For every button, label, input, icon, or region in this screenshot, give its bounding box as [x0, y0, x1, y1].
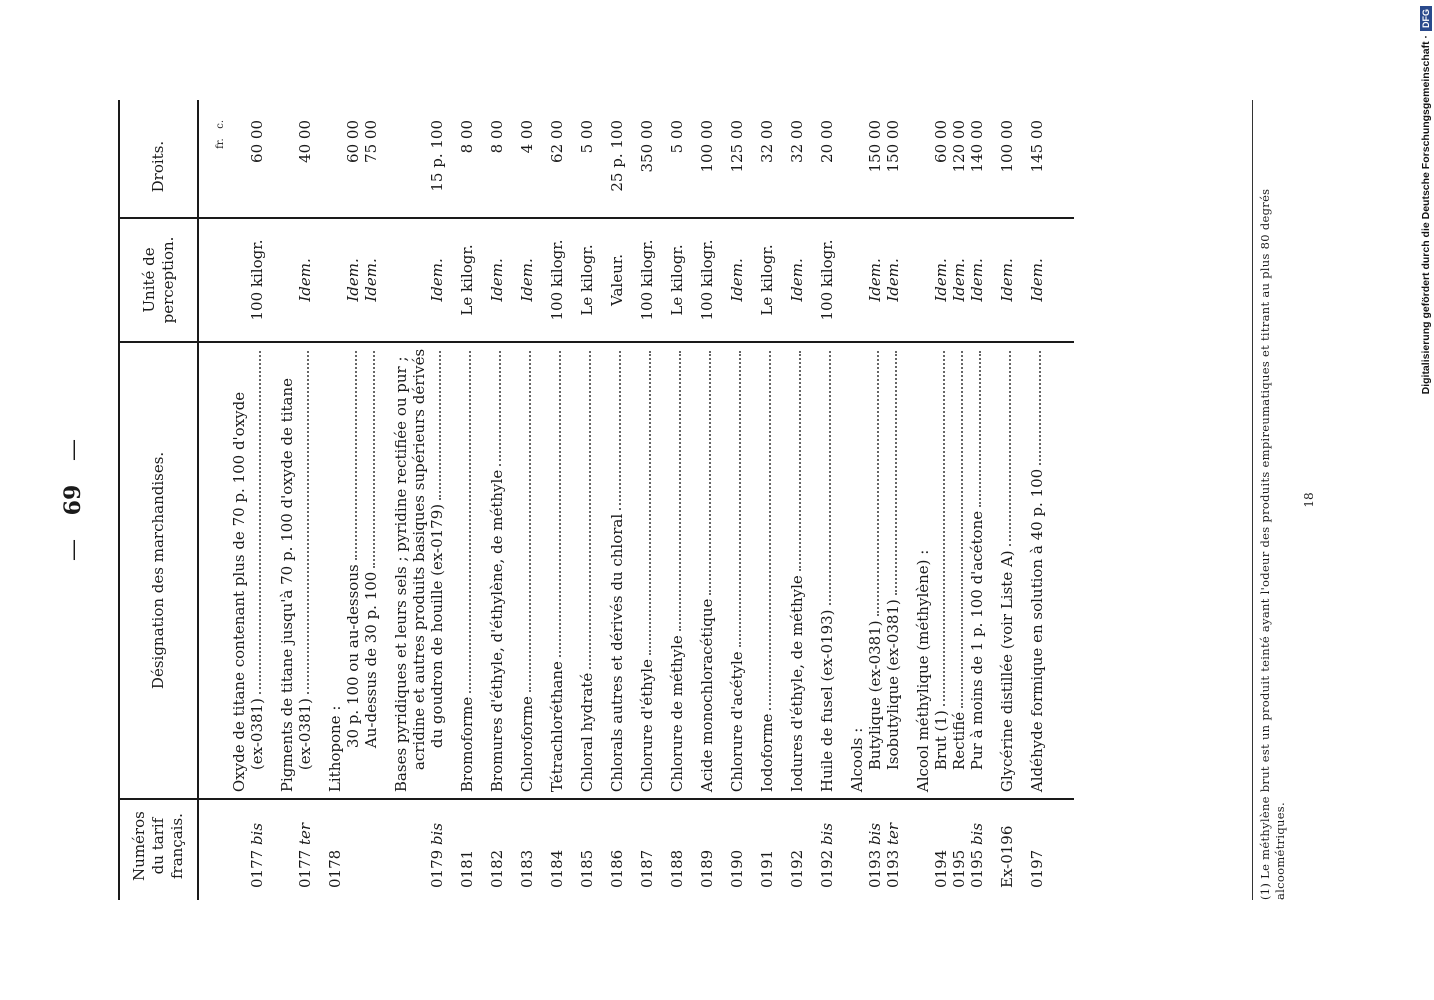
tariff-number: 0192	[788, 849, 806, 888]
designation-text: Chlorure de méthyle	[668, 635, 686, 793]
dot-leader	[499, 351, 501, 466]
dot-leader	[259, 351, 261, 694]
dot-leader	[355, 351, 357, 561]
designation-cell	[230, 342, 266, 799]
dot-leader	[469, 351, 471, 693]
designation-text: Pur à moins de 1 p. 100 d'acétone	[968, 510, 986, 771]
designation-cell	[950, 342, 968, 799]
designation-text: Glycérine distillée (voir Liste A)	[998, 550, 1016, 793]
designation-cell	[488, 342, 506, 799]
dfg-logo: DFG	[1420, 6, 1432, 31]
unit-cell: Idem.	[728, 218, 746, 342]
dot-leader	[1039, 351, 1041, 465]
dot-leader	[895, 351, 897, 595]
footnote: (1) Le méthylène brut est un produit teinté ayant l'odeur des produits empireumatiques et titrant au plus 80 degrés alcoométriques.	[1258, 188, 1287, 900]
designation-text: 30 p. 100 ou au-dessous	[344, 564, 362, 749]
table-row	[230, 100, 266, 900]
dot-leader	[559, 351, 561, 657]
duty-cell: 5 00	[578, 100, 596, 218]
dot-leader	[829, 351, 831, 606]
unit-cell: Le kilogr.	[578, 218, 596, 342]
designation-text: acridine et autres produits basiques supérieurs dérivés	[410, 348, 428, 771]
tariff-number	[344, 799, 362, 900]
unit-cell: 100 kilogr.	[698, 218, 716, 342]
unit-cell: Idem.	[866, 218, 884, 342]
page-number: 69	[60, 484, 86, 516]
unit-cell: Idem.	[998, 218, 1016, 342]
table-row	[518, 100, 536, 900]
designation-cell	[638, 342, 656, 799]
page-number-dash-right: —	[61, 439, 86, 462]
designation-cell	[932, 342, 950, 799]
duty-cell: 25 p. 100	[608, 100, 626, 218]
designation-text: Iodoforme	[758, 713, 776, 793]
dot-leader	[961, 351, 963, 708]
tariff-number: 0187	[638, 849, 656, 888]
unit-fr: fr.	[215, 138, 226, 149]
dot-leader	[709, 351, 711, 595]
duty-cell: 8 00	[458, 100, 476, 218]
table-row	[392, 100, 446, 900]
table-row	[362, 100, 380, 900]
designation-cell	[728, 342, 746, 799]
tariff-number: 0183	[518, 849, 536, 888]
table-row	[638, 100, 656, 900]
unit-cell: Idem.	[968, 218, 986, 342]
duty-cell: 100 00	[998, 100, 1016, 218]
duty-cell: 145 00	[1028, 100, 1046, 218]
dot-leader	[307, 351, 309, 694]
tariff-number: 0177 bis	[248, 822, 266, 888]
designation-cell	[1028, 342, 1046, 799]
dot-leader	[739, 351, 741, 648]
unit-cell: Le kilogr.	[458, 218, 476, 342]
tariff-number	[362, 799, 380, 900]
table-row	[728, 100, 746, 900]
table-row	[1028, 100, 1046, 900]
designation-text: Isobutylique (ex-0381)	[884, 599, 902, 771]
table-row	[914, 100, 932, 900]
designation-cell	[998, 342, 1016, 799]
designation-text: (ex-0381)	[296, 698, 314, 771]
duty-cell: 20 00	[818, 100, 836, 218]
dot-leader	[649, 351, 651, 655]
dot-leader	[877, 351, 879, 617]
designation-cell	[392, 342, 446, 799]
duty-cell: 4 00	[518, 100, 536, 218]
unit-cell: 100 kilogr.	[638, 218, 656, 342]
tariff-number: 0177 ter	[296, 822, 314, 888]
designation-text: (ex-0381)	[248, 698, 266, 771]
duty-cell	[848, 100, 866, 218]
table-row	[698, 100, 716, 900]
unit-cell: Idem.	[362, 218, 380, 342]
designation-text: Pigments de titane jusqu'à 70 p. 100 d'oxyde de titane	[278, 377, 296, 793]
designation-text: Au-dessus de 30 p. 100	[362, 571, 380, 749]
duty-cell: 120 00	[950, 100, 968, 218]
tariff-number: 0193 bis	[866, 822, 884, 888]
table-row	[548, 100, 566, 900]
table-row	[866, 100, 884, 900]
duty-cell: 140 00	[968, 100, 986, 218]
page-number-dash-left: —	[61, 538, 86, 561]
unit-cell: Idem.	[1028, 218, 1046, 342]
duty-cell: 60 00	[230, 100, 266, 218]
unit-cell: Idem.	[884, 218, 902, 342]
table-row	[668, 100, 686, 900]
digitization-credit	[1415, 6, 1434, 396]
dot-leader	[799, 351, 801, 571]
dot-leader	[679, 351, 681, 632]
table-row	[998, 100, 1016, 900]
unit-cell: Valeur.	[608, 218, 626, 342]
unit-cell: Idem.	[392, 218, 446, 342]
designation-text: Bromures d'éthyle, d'éthylène, de méthyle	[488, 469, 506, 793]
designation-cell	[968, 342, 986, 799]
designation-cell	[848, 342, 866, 799]
designation-cell	[758, 342, 776, 799]
tariff-number: 0186	[608, 849, 626, 888]
designation-cell	[548, 342, 566, 799]
duty-cell: 150 00	[884, 100, 902, 218]
table-header-row	[119, 100, 198, 900]
designation-text: Acide monochloracétique	[698, 598, 716, 793]
tariff-number: 0191	[758, 849, 776, 888]
unit-cell: Idem.	[278, 218, 314, 342]
designation-text: Bromoforme	[458, 696, 476, 793]
duty-cell: 15 p. 100	[392, 100, 446, 218]
designation-text: Brut (1)	[932, 710, 950, 771]
duty-cell: 60 00	[344, 100, 362, 218]
designation-text: Chloroforme	[518, 696, 536, 793]
dot-leader	[979, 351, 981, 507]
duty-cell: 5 00	[668, 100, 686, 218]
designation-text: Aldéhyde formique en solution à 40 p. 100	[1028, 468, 1046, 793]
header-droits: Droits.	[119, 100, 198, 218]
designation-cell	[458, 342, 476, 799]
tariff-number: 0178	[326, 849, 344, 888]
designation-text: Chlorals autres et dérivés du chloral	[608, 513, 626, 793]
tariff-number: 0179 bis	[428, 822, 446, 888]
unit-c: c.	[215, 120, 226, 129]
unit-cell	[848, 218, 866, 342]
designation-cell	[818, 342, 836, 799]
tariff-number: 0181	[458, 849, 476, 888]
duty-cell: 150 00	[866, 100, 884, 218]
duty-cell	[914, 100, 932, 218]
header-designation: Désignation des marchandises.	[119, 342, 198, 799]
tariff-number: 0193 ter	[884, 822, 902, 888]
table-row	[950, 100, 968, 900]
designation-cell	[608, 342, 626, 799]
duty-cell: 350 00	[638, 100, 656, 218]
designation-text: du goudron de houille (ex-0179)	[428, 503, 446, 749]
unit-cell: Idem.	[950, 218, 968, 342]
designation-cell	[914, 342, 932, 799]
designation-text: Chlorure d'éthyle	[638, 659, 656, 793]
duty-cell: 125 00	[728, 100, 746, 218]
table-row	[818, 100, 836, 900]
header-numero: Numéros du tarif français.	[119, 799, 198, 900]
dot-leader	[439, 351, 441, 500]
table-row	[932, 100, 950, 900]
duty-cell: 40 00	[278, 100, 314, 218]
dot-leader	[769, 351, 771, 710]
designation-text: Butylique (ex-0381)	[866, 620, 884, 771]
designation-cell	[278, 342, 314, 799]
designation-text: Chloral hydraté	[578, 672, 596, 793]
dot-leader	[619, 351, 621, 510]
unit-cell	[914, 218, 932, 342]
tariff-number: 0195	[950, 849, 968, 888]
designation-text: Tétrachloréthane	[548, 661, 566, 793]
designation-cell	[326, 342, 344, 799]
tariff-number: Ex-0196	[998, 825, 1016, 888]
tariff-number: 0188	[668, 849, 686, 888]
duty-cell	[326, 100, 344, 218]
table-row	[344, 100, 362, 900]
unit-cell: Idem.	[788, 218, 806, 342]
designation-text: Huile de fusel (ex-0193)	[818, 609, 836, 793]
table-row	[278, 100, 314, 900]
unit-cell: Le kilogr.	[758, 218, 776, 342]
tariff-number: 0192 bis	[818, 822, 836, 888]
duty-cell: 8 00	[488, 100, 506, 218]
designation-cell	[866, 342, 884, 799]
designation-text: Chlorure d'acétyle	[728, 651, 746, 793]
tariff-number	[914, 799, 932, 900]
table-row	[968, 100, 986, 900]
header-unite: Unité de perception.	[119, 218, 198, 342]
designation-text: Alcools :	[848, 727, 866, 793]
tariff-number: 0195 bis	[968, 822, 986, 888]
designation-text: Rectifié	[950, 711, 968, 771]
table-row	[458, 100, 476, 900]
page-number-line	[60, 0, 86, 1000]
table-row	[608, 100, 626, 900]
tariff-number: 0190	[728, 849, 746, 888]
table-row	[848, 100, 866, 900]
table-row	[326, 100, 344, 900]
unit-cell: 100 kilogr.	[548, 218, 566, 342]
tariff-number	[848, 799, 866, 900]
unit-cell: Le kilogr.	[668, 218, 686, 342]
dot-leader	[529, 351, 531, 692]
designation-cell	[884, 342, 902, 799]
credit-text: Digitalisierung gefördert durch die Deutsche Forschungsgemeinschaft ·	[1420, 35, 1432, 395]
designation-cell	[344, 342, 362, 799]
designation-text: Oxyde de titane contenant plus de 70 p. 100 d'oxyde	[230, 391, 248, 793]
unit-cell: 100 kilogr.	[230, 218, 266, 342]
tariff-number: 0182	[488, 849, 506, 888]
dot-leader	[373, 351, 375, 568]
dot-leader	[1009, 351, 1011, 547]
designation-text: Iodures d'éthyle, de méthyle	[788, 575, 806, 793]
designation-cell	[362, 342, 380, 799]
designation-cell	[698, 342, 716, 799]
table-row	[488, 100, 506, 900]
table-body	[198, 100, 1074, 900]
dot-leader	[943, 351, 945, 706]
designation-cell	[668, 342, 686, 799]
unit-cell: Idem.	[518, 218, 536, 342]
designation-text: Bases pyridiques et leurs sels ; pyridine rectifiée ou pur ;	[392, 356, 410, 793]
duty-cell: 60 00	[932, 100, 950, 218]
dot-leader	[589, 351, 591, 669]
duty-cell: 32 00	[758, 100, 776, 218]
tariff-number: 0197	[1028, 849, 1046, 888]
duty-cell: 100 00	[698, 100, 716, 218]
table-row	[758, 100, 776, 900]
tariff-number: 0194	[932, 849, 950, 888]
unit-cell: Idem.	[932, 218, 950, 342]
designation-cell	[518, 342, 536, 799]
duty-cell: 75 00	[362, 100, 380, 218]
table-row	[884, 100, 902, 900]
designation-cell	[578, 342, 596, 799]
duty-cell: 62 00	[548, 100, 566, 218]
unit-cell: Idem.	[344, 218, 362, 342]
tariff-table	[118, 100, 1074, 900]
designation-cell	[788, 342, 806, 799]
tariff-number: 0185	[578, 849, 596, 888]
table-row	[788, 100, 806, 900]
unit-cell: 100 kilogr.	[818, 218, 836, 342]
duty-cell: 32 00	[788, 100, 806, 218]
footnote-rule	[1252, 100, 1253, 900]
table-row	[578, 100, 596, 900]
tariff-number: 0184	[548, 849, 566, 888]
designation-text: Lithopone :	[326, 705, 344, 793]
tariff-number: 0189	[698, 849, 716, 888]
designation-text: Alcool méthylique (méthylène) :	[914, 549, 932, 793]
currency-units-row	[198, 100, 230, 900]
sheet-number: 18	[1302, 492, 1316, 508]
unit-cell: Idem.	[488, 218, 506, 342]
unit-cell	[326, 218, 344, 342]
